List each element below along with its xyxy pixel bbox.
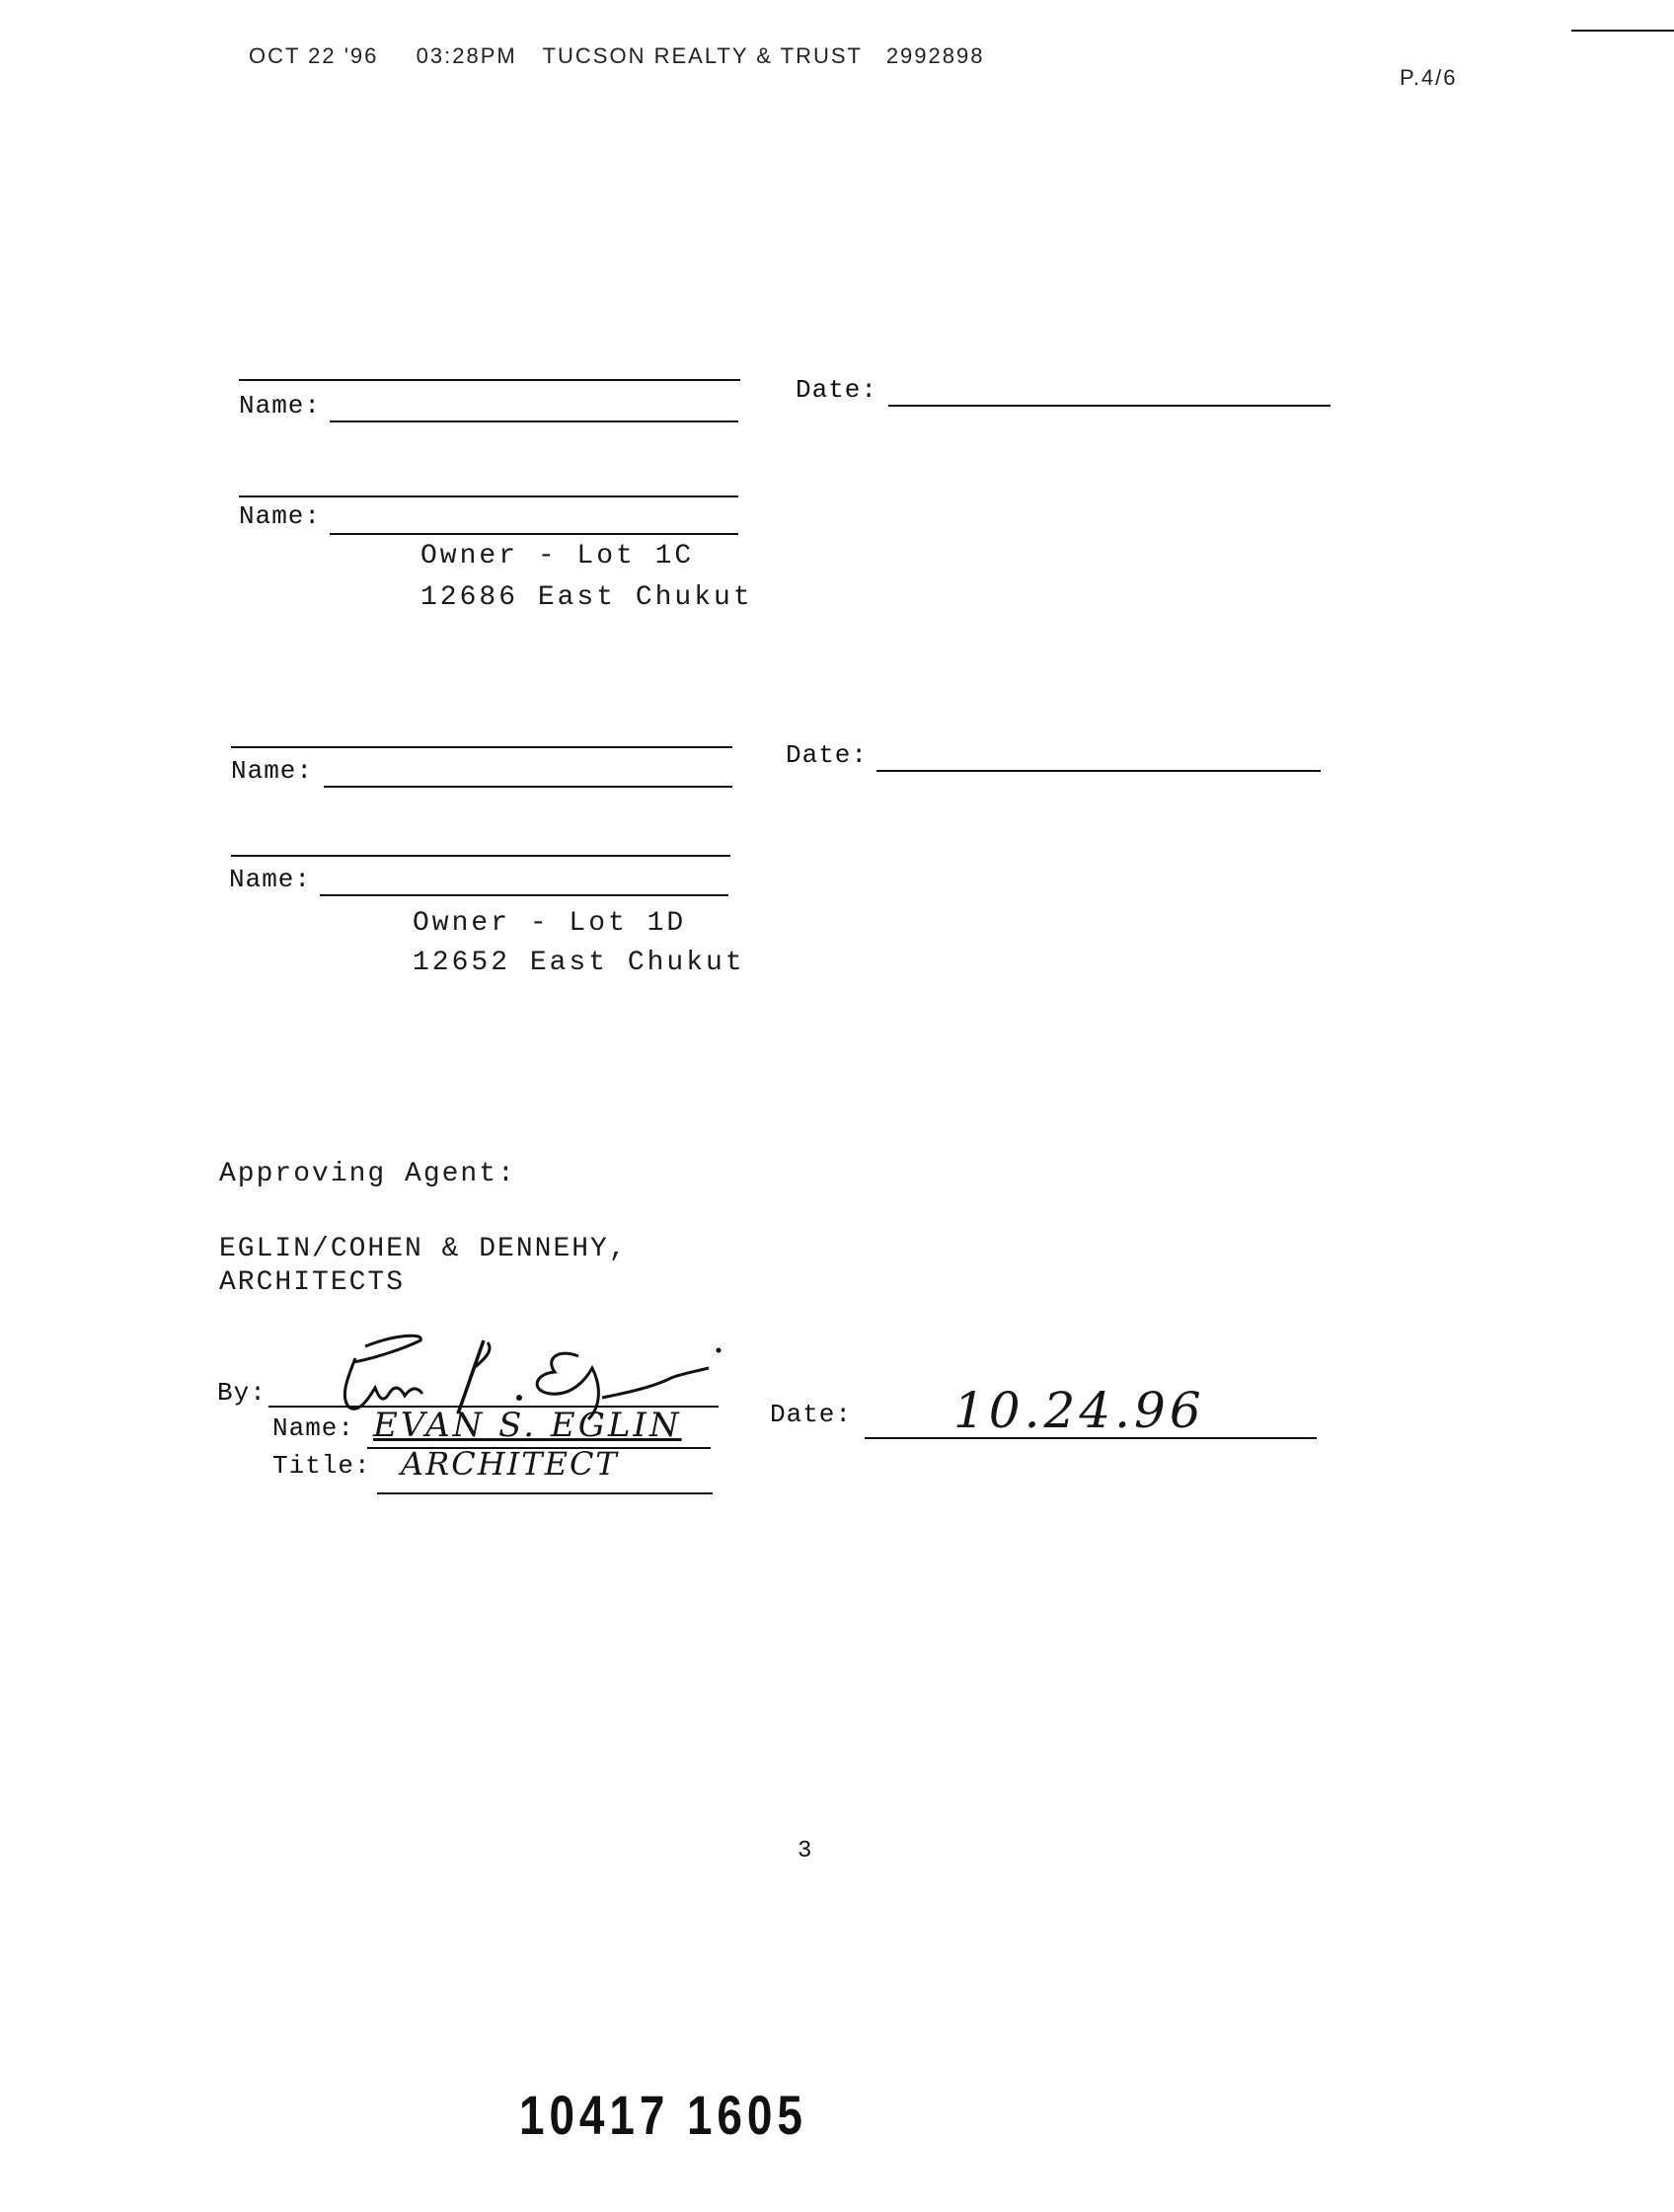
agent-title-value: ARCHITECT (401, 1445, 619, 1483)
firm-name-line-1: EGLIN/COHEN & DENNEHY, (219, 1234, 628, 1264)
agent-title-label: Title: (272, 1451, 371, 1481)
block2-name-field-2 (320, 894, 728, 896)
block1-name-label-1: Name: (239, 391, 322, 420)
block1-date-label: Date: (796, 375, 878, 405)
agent-date-line (865, 1437, 1317, 1439)
agent-date-label: Date: (770, 1400, 853, 1429)
fax-sender: TUCSON REALTY & TRUST (542, 43, 863, 68)
by-label: By: (217, 1378, 266, 1408)
edge-mark (1571, 30, 1674, 32)
block1-name-field-2 (330, 533, 738, 535)
block2-signature-line-2 (231, 855, 730, 857)
agent-date-value: 10.24.96 (953, 1382, 1205, 1439)
block2-signature-line-1 (231, 746, 732, 748)
firm-name-line-2: ARCHITECTS (219, 1267, 406, 1298)
fax-header-line (249, 43, 984, 69)
fax-date: OCT 22 '96 (249, 43, 379, 68)
fax-page-indicator: P.4/6 (1400, 65, 1458, 90)
block2-date-label: Date: (786, 740, 869, 770)
block2-name-label-1: Name: (231, 756, 314, 786)
fax-time: 03:28PM (416, 43, 517, 68)
block1-owner-line: Owner - Lot 1C (420, 541, 695, 572)
agent-title-line (377, 1492, 713, 1494)
block1-date-field (888, 405, 1331, 407)
approving-agent-heading: Approving Agent: (219, 1159, 516, 1189)
page-number: 3 (798, 1838, 812, 1865)
fax-number: 2992898 (885, 43, 985, 68)
agent-name-label: Name: (272, 1413, 355, 1443)
block2-owner-line: Owner - Lot 1D (413, 908, 687, 939)
block2-name-label-2: Name: (229, 865, 312, 894)
bates-number: 10417 1605 (519, 2084, 807, 2146)
agent-name-value: EVAN S. EGLIN (373, 1406, 682, 1445)
block2-name-field-1 (324, 786, 732, 788)
block2-date-field (876, 770, 1321, 772)
block1-name-label-2: Name: (239, 501, 322, 531)
block2-address-line: 12652 East Chukut (413, 948, 745, 978)
block1-signature-line-1 (239, 379, 740, 381)
block1-address-line: 12686 East Chukut (420, 582, 753, 613)
block1-signature-line-2 (239, 496, 738, 497)
block1-name-field-1 (330, 420, 738, 422)
